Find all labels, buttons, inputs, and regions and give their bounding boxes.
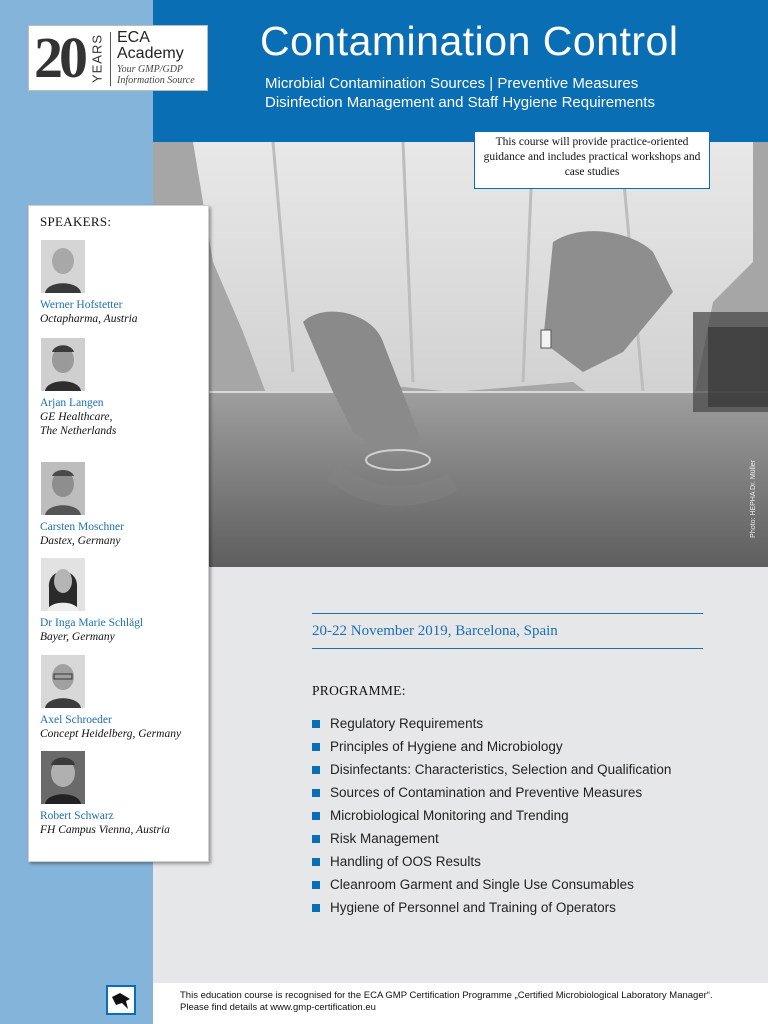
- speaker-organisation-line-2: The Netherlands: [40, 425, 117, 437]
- logo-divider: [110, 32, 111, 86]
- square-bullet-icon: [312, 835, 320, 843]
- speaker-name: Werner Hofstetter: [40, 299, 123, 311]
- programme-heading: PROGRAMME:: [312, 683, 406, 698]
- subtitle-line-2: Disinfection Management and Staff Hygiene Requirements: [265, 94, 655, 111]
- eca-academy-logo: [28, 25, 208, 91]
- speaker-portrait: [41, 751, 85, 804]
- subtitle-line-1: Microbial Contamination Sources | Preventive Measures: [265, 75, 639, 92]
- cleanroom-photo: [153, 142, 768, 567]
- page-title: Contamination Control: [260, 18, 679, 64]
- speaker-card: [40, 558, 208, 644]
- speaker-organisation: Bayer, Germany: [40, 631, 115, 643]
- speaker-card: [40, 240, 208, 326]
- speaker-card: [40, 338, 208, 438]
- programme-list: [312, 712, 671, 919]
- square-bullet-icon: [312, 789, 320, 797]
- square-bullet-icon: [312, 858, 320, 866]
- speakers-heading: SPEAKERS:: [40, 214, 112, 229]
- programme-item: Regulatory Requirements: [312, 712, 671, 735]
- speaker-portrait: [41, 338, 85, 391]
- speakers-panel: [28, 205, 209, 862]
- speaker-name: Carsten Moschner: [40, 521, 124, 533]
- speaker-organisation: Octapharma, Austria: [40, 313, 138, 325]
- date-rule-bottom: [312, 648, 703, 649]
- speaker-portrait: [41, 558, 85, 611]
- square-bullet-icon: [312, 720, 320, 728]
- footer-text: This education course is recognised for the ECA GMP Certification Programme „Certified Microbiological Laboratory Manager“. Please find details at www.gmp-certification.eu: [180, 990, 713, 1013]
- logo-years-label: YEARS: [89, 33, 105, 84]
- certification-badge-icon: [106, 985, 136, 1015]
- cleanroom-photo-illustration: [153, 142, 768, 567]
- date-rule-top: [312, 613, 703, 614]
- speaker-portrait: [41, 462, 85, 515]
- programme-item: Risk Management: [312, 827, 671, 850]
- programme-item: Sources of Contamination and Preventive Measures: [312, 781, 671, 804]
- programme-item: Hygiene of Personnel and Training of Operators: [312, 896, 671, 919]
- speaker-organisation: FH Campus Vienna, Austria: [40, 824, 170, 836]
- square-bullet-icon: [312, 881, 320, 889]
- speaker-organisation: GE Healthcare,: [40, 411, 113, 423]
- speaker-portrait: [41, 240, 85, 293]
- square-bullet-icon: [312, 812, 320, 820]
- logo-anniversary-number: 20: [34, 25, 84, 90]
- speaker-organisation: Concept Heidelberg, Germany: [40, 728, 182, 740]
- speaker-name: Axel Schroeder: [40, 714, 112, 726]
- square-bullet-icon: [312, 743, 320, 751]
- logo-tagline: Your GMP/GDP Information Source: [117, 64, 195, 86]
- speaker-name: Arjan Langen: [40, 397, 104, 409]
- speaker-portrait: [41, 655, 85, 708]
- speaker-card: [40, 462, 208, 548]
- programme-item: Microbiological Monitoring and Trending: [312, 804, 671, 827]
- programme-item: Cleanroom Garment and Single Use Consumables: [312, 873, 671, 896]
- programme-item: Disinfectants: Characteristics, Selection and Qualification: [312, 758, 671, 781]
- event-date-location: 20-22 November 2019, Barcelona, Spain: [312, 623, 558, 639]
- photo-credit: Photo: HEPHA Dr. Müller: [750, 460, 757, 538]
- programme-item: Principles of Hygiene and Microbiology: [312, 735, 671, 758]
- course-note-box: This course will provide practice-oriented guidance and includes practical workshops and case studies: [474, 131, 710, 189]
- programme-item: Handling of OOS Results: [312, 850, 671, 873]
- speaker-name: Robert Schwarz: [40, 810, 114, 822]
- square-bullet-icon: [312, 766, 320, 774]
- speaker-organisation: Dastex, Germany: [40, 535, 121, 547]
- speaker-card: [40, 751, 208, 837]
- speaker-name: Dr Inga Marie Schlägl: [40, 617, 144, 629]
- speaker-card: [40, 655, 208, 741]
- square-bullet-icon: [312, 904, 320, 912]
- logo-name: ECA Academy: [117, 29, 184, 62]
